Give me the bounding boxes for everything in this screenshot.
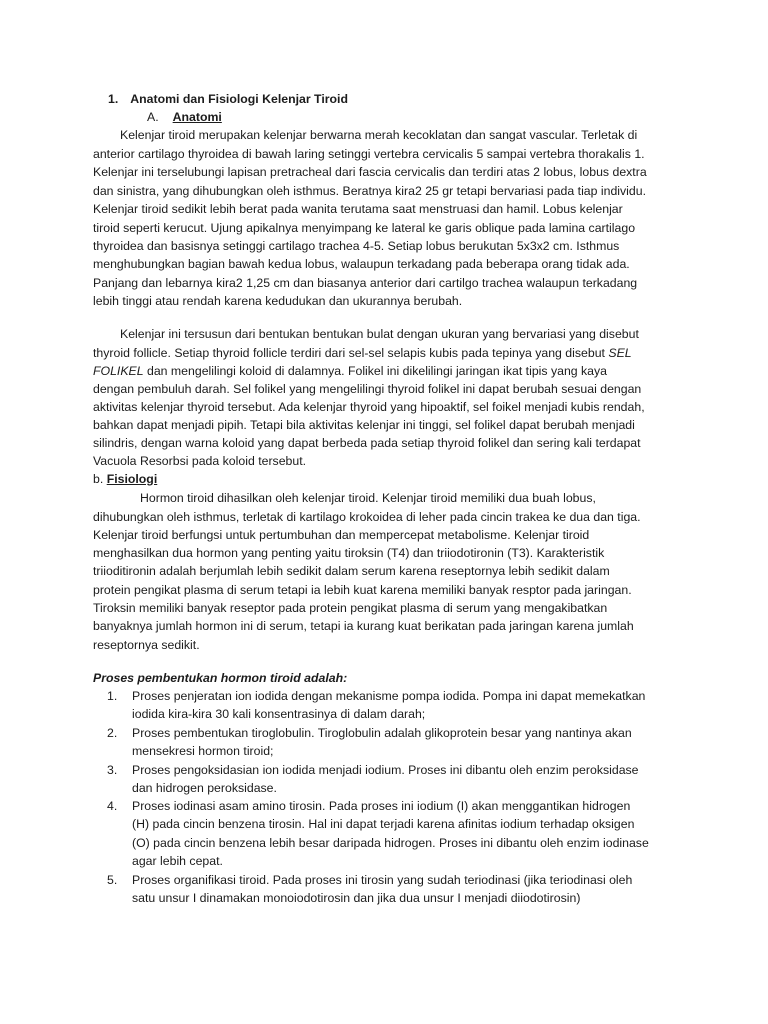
paragraph-line: Kelenjar tiroid berfungsi untuk pertumbuhan dan mempercepat metabolisme. Kelenjar tiroid	[93, 528, 590, 542]
paragraph-line: Kelenjar ini terselubungi lapisan pretracheal dari fascia cervicalis dan terdiri atas 2 lobus, lobus dextra	[93, 165, 647, 179]
paragraph-line	[93, 362, 607, 380]
paragraph-line: triioditironin adalah berjumlah lebih sedikit dalam serum karena reseptornya lebih sedikit dalam	[93, 564, 610, 578]
paragraph-line: dan sinistra, yang dihubungkan oleh isthmus. Beratnya kira2 25 gr tetapi bervariasi pada tiap individu.	[93, 184, 647, 198]
list-number: 4.	[107, 799, 118, 813]
list-number: 2.	[107, 726, 118, 740]
list-number: 5.	[107, 873, 118, 887]
paragraph-line: Kelenjar tiroid merupakan kelenjar berwarna merah kecoklatan dan sangat vascular. Terletak di	[120, 128, 638, 142]
paragraph-line: Vacuola Resorbsi pada koloid tersebut.	[93, 454, 307, 468]
paragraph-line: Kelenjar ini tersusun dari bentukan bentukan bulat dengan ukuran yang bervariasi yang disebut	[120, 327, 639, 341]
list-item: agar lebih cepat.	[132, 854, 223, 868]
paragraph-line: dengan pembuluh darah. Sel folikel yang mengelilingi thyroid folikel ini dapat berubah sesuai dengan	[93, 382, 642, 396]
paragraph-line: aktivitas kelenjar thyroid tersebut. Ada kelenjar thyroid yang hipoaktif, sel foikel menjadi kubis rendah,	[93, 400, 645, 414]
paragraph-line: reseptornya sedikit.	[93, 638, 200, 652]
paragraph-text: dan mengelilingi koloid di dalamnya. Folikel ini dikelilingi jaringan ikat tipis yang kaya	[143, 364, 608, 378]
list-number: 3.	[107, 763, 118, 777]
subsection-letter: b.	[93, 472, 104, 486]
list-item: Proses iodinasi asam amino tirosin. Pada proses ini iodium (I) akan menggantikan hidrogen	[132, 799, 631, 813]
list-item: Proses organifikasi tiroid. Pada proses ini tirosin yang sudah teriodinasi (jika teriodinasi oleh	[132, 873, 633, 887]
list-item: Proses pembentukan tiroglobulin. Tiroglobulin adalah glikoprotein besar yang nantinya akan	[132, 726, 632, 740]
paragraph-line: protein pengikat plasma di serum tetapi ia lebih kuat karena memiliki banyak resptor pada jaringan.	[93, 583, 632, 597]
paragraph-line: bahkan dapat menjadi pipih. Tetapi bila aktivitas kelenjar ini tinggi, sel folikel dapat berubah menjadi	[93, 418, 635, 432]
paragraph-line: silindris, dengan warna koloid yang dapat berbeda pada setiap thyroid folikel dan sering kali terdapat	[93, 436, 641, 450]
paragraph-line: menghubungkan bagian bawah kedua lobus, walaupun terkadang pada beberapa orang tidak ada.	[93, 257, 630, 271]
paragraph-line: menghasilkan dua hormon yang penting yaitu tiroksin (T4) dan triiodotironin (T3). Karakteristik	[93, 546, 605, 560]
list-item: satu unsur I dinamakan monoiodotirosin dan jika dua unsur I menjadi diiodotirosin)	[132, 891, 581, 905]
list-item: (H) pada cincin benzena tirosin. Hal ini dapat terjadi karena afinitas iodium terhadap oksigen	[132, 817, 635, 831]
subsection-heading-anatomi	[147, 108, 222, 126]
paragraph-line	[93, 344, 632, 362]
list-item: iodida kira-kira 30 kali konsentrasinya di dalam darah;	[132, 707, 426, 721]
paragraph-line: Kelenjar tiroid sedikit lebih berat pada wanita terutama saat menstruasi dan hamil. Lobus kelenjar	[93, 202, 623, 216]
list-number: 1.	[107, 689, 118, 703]
subsection-title: Fisiologi	[106, 472, 158, 486]
paragraph-line: lebih tinggi atau rendah karena kedudukan dan ukurannya berubah.	[93, 294, 463, 308]
emphasis-text: SEL	[608, 346, 632, 360]
list-title: Proses pembentukan hormon tiroid adalah:	[93, 671, 348, 685]
paragraph-line: thyroidea dan basisnya setinggi cartilago trachea 4-5. Setiap lobus berukutan 5x3x2 cm. Isthmus	[93, 239, 620, 253]
paragraph-line: banyaknya jumlah hormon ini di serum, tetapi ia kurang kuat berikatan pada jaringan karena jumlah	[93, 619, 634, 633]
list-item: Proses pengoksidasian ion iodida menjadi iodium. Proses ini dibantu oleh enzim peroksidase	[132, 763, 639, 777]
subsection-letter: A.	[147, 110, 159, 124]
paragraph-line: Panjang dan lebarnya kira2 1,25 cm dan biasanya anterior dari cartilgo trachea walaupun terkadang	[93, 276, 638, 290]
section-title: Anatomi dan Fisiologi Kelenjar Tiroid	[130, 92, 348, 106]
subsection-heading-fisiologi	[93, 470, 157, 488]
paragraph-line: Hormon tiroid dihasilkan oleh kelenjar tiroid. Kelenjar tiroid memiliki dua buah lobus,	[140, 491, 596, 505]
paragraph-line: Tiroksin memiliki banyak reseptor pada protein pengikat plasma di serum yang mengakibatkan	[93, 601, 608, 615]
paragraph-line: dihubungkan oleh isthmus, terletak di kartilago krokoidea di leher pada cincin trakea ke dua dan tiga.	[93, 510, 641, 524]
list-item: Proses penjeratan ion iodida dengan mekanisme pompa iodida. Pompa ini dapat memekatkan	[132, 689, 646, 703]
list-item: mensekresi hormon tiroid;	[132, 744, 274, 758]
section-number: 1.	[108, 92, 119, 106]
subsection-title: Anatomi	[172, 110, 222, 124]
list-item: dan hidrogen peroksidase.	[132, 781, 277, 795]
paragraph-line: anterior cartilago thyroidea di bawah laring setinggi vertebra cervicalis 5 sampai vertebra thorakalis 1.	[93, 147, 645, 161]
paragraph-line: tiroid seperti kerucut. Ujung apikalnya menyimpang ke lateral ke garis oblique pada lamina cartilago	[93, 221, 636, 235]
section-heading	[108, 90, 348, 108]
list-item: (O) pada cincin benzena lebih besar daripada hidrogen. Proses ini dibantu oleh enzim iodinase	[132, 836, 649, 850]
emphasis-text: FOLIKEL	[93, 364, 144, 378]
paragraph-text: thyroid follicle. Setiap thyroid follicle terdiri dari sel-sel selapis kubis pada tepinya yang disebut	[93, 346, 609, 360]
